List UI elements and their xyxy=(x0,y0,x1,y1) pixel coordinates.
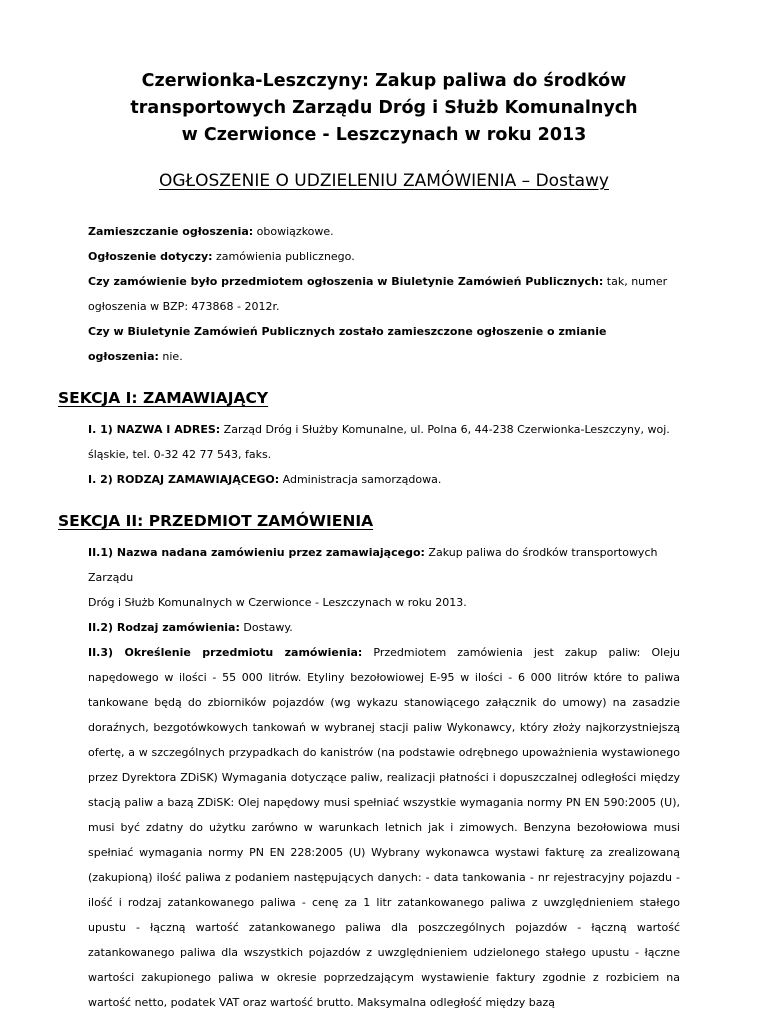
title-line-1: Czerwionka-Leszczyny: Zakup paliwa do środków xyxy=(141,71,627,91)
contracting-name-row xyxy=(88,417,680,442)
concerns-value: zamówienia publicznego. xyxy=(212,250,355,263)
order-name-row xyxy=(88,540,680,590)
bzp-number-row: ogłoszenia w BZP: 473868 - 2012r. xyxy=(88,300,280,313)
notice-type-heading: OGŁOSZENIE O UDZIELENIU ZAMÓWIENIA – Dostawy xyxy=(158,171,609,191)
order-kind-value: Dostawy. xyxy=(239,621,293,634)
bzp-label: Czy zamówienie było przedmiotem ogłoszenia w Biuletynie Zamówień Publicznych: xyxy=(88,275,604,288)
notice-metadata xyxy=(88,219,680,369)
order-subject-label: II.3) Określenie przedmiotu zamówienia: xyxy=(88,646,363,659)
contracting-name-value: Zarząd Dróg i Służby Komunalne, ul. Polna 6, 44-238 Czerwionka-Leszczyny, woj. xyxy=(220,423,670,436)
order-subject-paragraph xyxy=(88,640,680,1015)
order-kind-row xyxy=(88,615,680,640)
concerns-row xyxy=(88,244,680,269)
bzp-row xyxy=(88,269,680,294)
contracting-address-row: śląskie, tel. 0-32 42 77 543, faks. xyxy=(88,448,272,461)
change-label: Czy w Biuletynie Zamówień Publicznych zostało zamieszczone ogłoszenie o zmianie ogłoszenia: xyxy=(88,325,607,363)
order-name-value: Zakup paliwa do środków transportowych Zarządu xyxy=(88,546,658,584)
change-value: nie. xyxy=(158,350,183,363)
posting-label: Zamieszczanie ogłoszenia: xyxy=(88,225,254,238)
order-subject-text: Przedmiotem zamówienia jest zakup paliw: Oleju napędowego w ilości - 55 000 litrów. Etyliny bezołowiowej E-95 w ilości - 6 000 litrów które to paliwa tankowane będą do zbiorników pojazdów (wg wykazu stanowiącego załącznik do umowy) na zasadzie doraźnych, bezgotówkowych tankowań w wybranej stacji paliw Wykonawcy, który złoży najkorzystniejszą ofertę, a w szczególnych przypadkach do kanistrów (na podstawie odrębnego upoważnienia wystawionego przez Dyrektora ZDiSK) Wymagania dotyczące paliw, realizacji płatności i dopuszczalnej odległości między stacją paliw a bazą ZDiSK: Olej napędowy musi spełniać wszystkie wymagania normy PN EN 590:2005 (U), musi być zdatny do użytku zarówno w warunkach letnich jak i zimowych. Benzyna bezołowiowa musi spełniać wymagania normy PN EN 228:2005 (U) Wybrany wykonawca wystawi fakturę za zrealizowaną (zakupioną) ilość paliwa z podaniem następujących danych: - data tankowania - nr rejestracyjny pojazdu - ilość i rodzaj zatankowanego paliwa - cenę za 1 litr zatankowanego paliwa z uwzględnieniem stałego upustu - łączną wartość zatankowanego paliwa dla poszczególnych pojazdów - łączną wartość zatankowanego paliwa dla wszystkich pojazdów z uwzględnieniem udzielonego stałego upustu - łączne wartości zakupionego paliwa w okresie poprzedzającym wystawienie faktury zgodnie z rozbiciem na wartość netto, podatek VAT oraz wartość brutto. Maksymalna odległość między bazą xyxy=(88,646,680,1009)
title-line-3: w Czerwionce - Leszczynach w roku 2013 xyxy=(181,125,587,145)
bzp-value: tak, numer xyxy=(603,275,668,288)
posting-value: obowiązkowe. xyxy=(253,225,334,238)
contracting-type-value: Administracja samorządowa. xyxy=(279,473,442,486)
posting-row xyxy=(88,219,680,244)
contracting-type-row xyxy=(88,467,680,492)
document-title xyxy=(88,0,680,149)
section-1-body xyxy=(88,417,680,492)
section-1-heading: SEKCJA I: ZAMAWIAJĄCY xyxy=(58,389,269,407)
section-2-body xyxy=(88,540,680,1015)
change-row xyxy=(88,319,680,369)
contracting-name-label: I. 1) NAZWA I ADRES: xyxy=(88,423,221,436)
order-kind-label: II.2) Rodzaj zamówienia: xyxy=(88,621,240,634)
concerns-label: Ogłoszenie dotyczy: xyxy=(88,250,213,263)
section-2-heading: SEKCJA II: PRZEDMIOT ZAMÓWIENIA xyxy=(58,512,374,530)
contracting-type-label: I. 2) RODZAJ ZAMAWIAJĄCEGO: xyxy=(88,473,280,486)
order-name-label: II.1) Nazwa nadana zamówieniu przez zamawiającego: xyxy=(88,546,425,559)
order-name-continued: Dróg i Służb Komunalnych w Czerwionce - Leszczynach w roku 2013. xyxy=(88,596,467,609)
title-line-2: transportowych Zarządu Dróg i Służb Komunalnych xyxy=(130,98,638,118)
